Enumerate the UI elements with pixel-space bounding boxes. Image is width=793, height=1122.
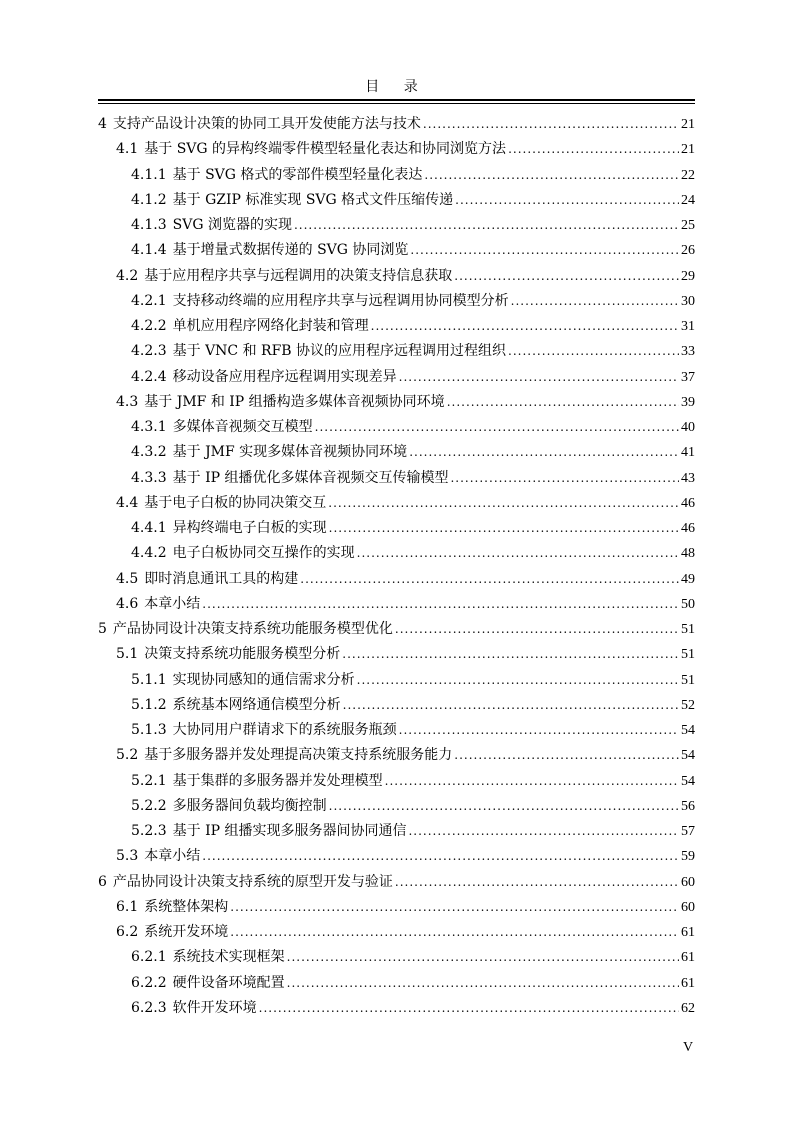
toc-entry-label xyxy=(131,365,397,390)
toc-entry-label xyxy=(131,289,509,314)
toc-entry-label xyxy=(131,718,397,743)
toc-entry-title: 基于集群的多服务器并发处理模型 xyxy=(172,772,383,789)
toc-entry-page: 49 xyxy=(681,571,695,587)
toc-entry-title: 产品协同设计决策支持系统的原型开发与验证 xyxy=(112,873,393,890)
toc-entry-label xyxy=(131,971,285,996)
toc-dot-leader xyxy=(343,693,679,718)
toc-entry[interactable] xyxy=(98,819,695,844)
toc-dot-leader xyxy=(399,365,679,390)
toc-dot-leader xyxy=(230,895,679,920)
toc-dot-leader xyxy=(408,819,679,844)
toc-dot-leader xyxy=(202,592,679,617)
toc-entry-page: 54 xyxy=(681,723,695,738)
toc-entry[interactable] xyxy=(98,516,695,541)
toc-entry-page: 29 xyxy=(681,268,695,284)
toc-entry-number: 4.5 xyxy=(116,570,139,587)
toc-entry-page: 61 xyxy=(681,950,695,966)
toc-entry-title: 本章小结 xyxy=(144,595,201,612)
toc-entry-page: 46 xyxy=(681,521,695,536)
toc-entry-number: 5.1 xyxy=(116,646,139,663)
toc-entry-label xyxy=(116,895,228,920)
toc-dot-leader xyxy=(230,920,679,945)
toc-entry-number: 5.1.2 xyxy=(131,696,167,713)
toc-entry-page: 50 xyxy=(681,596,695,612)
toc-entry-label xyxy=(131,996,257,1021)
toc-entry-page: 59 xyxy=(681,849,695,865)
toc-dot-leader xyxy=(315,415,679,440)
toc-entry[interactable] xyxy=(98,390,695,415)
toc-entry-label xyxy=(116,743,452,768)
toc-dot-leader xyxy=(357,541,679,566)
toc-entry-page: 51 xyxy=(681,672,695,688)
toc-entry-number: 4.1.3 xyxy=(131,217,167,233)
toc-entry-label xyxy=(131,238,408,263)
toc-entry-number: 5.2.1 xyxy=(131,772,167,789)
toc-entry-page: 56 xyxy=(681,798,695,814)
toc-entry-number: 4 xyxy=(98,116,107,132)
toc-entry-number: 5.1.3 xyxy=(131,722,167,738)
toc-entry[interactable] xyxy=(98,264,695,289)
toc-entry-label xyxy=(116,137,506,162)
toc-entry[interactable] xyxy=(98,996,695,1021)
toc-entry[interactable] xyxy=(98,870,695,895)
toc-entry[interactable] xyxy=(98,137,695,162)
toc-entry-number: 6.2 xyxy=(116,924,139,940)
toc-entry-page: 52 xyxy=(681,697,695,713)
toc-entry-page: 30 xyxy=(681,293,695,309)
toc-entry-number: 5.2 xyxy=(116,747,139,764)
toc-entry[interactable] xyxy=(98,895,695,920)
toc-entry-number: 6 xyxy=(98,873,107,890)
toc-entry-title: 支持产品设计决策的协同工具开发使能方法与技术 xyxy=(112,116,421,132)
toc-entry-number: 4.2.2 xyxy=(131,318,167,334)
toc-entry[interactable] xyxy=(98,365,695,390)
toc-entry[interactable] xyxy=(98,592,695,617)
toc-entry-page: 61 xyxy=(681,975,695,991)
toc-entry[interactable] xyxy=(98,163,695,188)
toc-entry-number: 4.4 xyxy=(116,494,139,511)
toc-entry-number: 6.2.3 xyxy=(131,999,167,1016)
header-rule-thin xyxy=(98,103,695,104)
toc-entry[interactable] xyxy=(98,567,695,592)
toc-entry-label xyxy=(131,819,406,844)
toc-entry-label xyxy=(116,264,452,289)
toc-entry[interactable] xyxy=(98,112,695,137)
page-number: V xyxy=(683,1040,694,1055)
toc-entry-label xyxy=(116,844,200,869)
toc-entry-page: 61 xyxy=(681,925,695,940)
toc-entry-title: 基于 JMF 实现多媒体音视频协同环境 xyxy=(172,444,408,461)
toc-entry-title: 异构终端电子白板的实现 xyxy=(172,520,327,536)
toc-entry[interactable] xyxy=(98,440,695,465)
toc-entry-number: 4.3.3 xyxy=(131,469,167,486)
toc-dot-leader xyxy=(511,289,679,314)
toc-dot-leader xyxy=(202,844,679,869)
toc-entry[interactable] xyxy=(98,238,695,263)
toc-entry-title: 系统基本网络通信模型分析 xyxy=(172,696,341,713)
toc-entry-number: 4.2.4 xyxy=(131,368,167,385)
toc-entry-title: 基于 GZIP 标准实现 SVG 格式文件压缩传递 xyxy=(172,191,454,208)
toc-dot-leader xyxy=(385,769,679,794)
toc-dot-leader xyxy=(287,945,679,970)
toc-dot-leader xyxy=(447,390,679,415)
toc-entry-page: 62 xyxy=(681,1000,695,1016)
toc-entry[interactable] xyxy=(98,314,695,339)
toc-entry-label xyxy=(131,163,422,188)
toc-dot-leader xyxy=(395,617,679,642)
toc-entry-page: 51 xyxy=(681,647,695,663)
toc-entry-title: 基于 IP 组播实现多服务器间协同通信 xyxy=(172,823,407,839)
toc-entry[interactable] xyxy=(98,466,695,491)
toc-dot-leader xyxy=(423,112,679,137)
toc-entry-title: 系统技术实现框架 xyxy=(172,949,285,966)
toc-entry-number: 4.2.1 xyxy=(131,292,167,309)
toc-entry-number: 4.6 xyxy=(116,595,139,612)
toc-entry-title: 基于 SVG 格式的零部件模型轻量化表达 xyxy=(172,166,423,183)
toc-entry-title: 基于 IP 组播优化多媒体音视频交互传输模型 xyxy=(172,469,449,486)
toc-entry-label xyxy=(98,112,421,137)
toc-dot-leader xyxy=(399,718,679,743)
toc-entry-title: 即时消息通讯工具的构建 xyxy=(144,570,299,587)
toc-dot-leader xyxy=(424,163,679,188)
toc-dot-leader xyxy=(328,491,679,516)
toc-entry-page: 25 xyxy=(681,218,695,233)
toc-entry-page: 24 xyxy=(681,192,695,208)
toc-entry-label xyxy=(131,314,369,339)
toc-entry-number: 4.1.2 xyxy=(131,191,167,208)
toc-dot-leader xyxy=(409,440,679,465)
toc-entry[interactable] xyxy=(98,642,695,667)
toc-entry[interactable] xyxy=(98,541,695,566)
toc-entry[interactable] xyxy=(98,339,695,364)
toc-entry-title: 基于 JMF 和 IP 组播构造多媒体音视频协同环境 xyxy=(144,393,445,410)
toc-entry[interactable] xyxy=(98,213,695,238)
toc-entry-label xyxy=(131,440,407,465)
toc-entry-page: 22 xyxy=(681,167,695,183)
toc-entry-page: 57 xyxy=(681,824,695,839)
toc-entry-title: 基于电子白板的协同决策交互 xyxy=(144,494,327,511)
toc-entry-number: 4.1 xyxy=(116,141,139,158)
toc-entry-page: 54 xyxy=(681,773,695,789)
toc-entry-page: 41 xyxy=(681,445,695,461)
toc-entry-label xyxy=(131,466,448,491)
toc-dot-leader xyxy=(454,264,679,289)
toc-entry-page: 31 xyxy=(681,319,695,334)
toc-dot-leader xyxy=(450,466,679,491)
toc-dot-leader xyxy=(508,137,679,162)
toc-entry-page: 37 xyxy=(681,369,695,385)
table-of-contents xyxy=(98,112,695,1021)
toc-entry-number: 6.1 xyxy=(116,898,139,915)
toc-dot-leader xyxy=(329,516,679,541)
toc-entry-number: 4.1.4 xyxy=(131,242,167,259)
toc-entry-title: 系统整体架构 xyxy=(144,898,229,915)
toc-entry-label xyxy=(131,516,327,541)
toc-entry-page: 39 xyxy=(681,394,695,410)
toc-entry[interactable] xyxy=(98,289,695,314)
toc-entry-label xyxy=(131,339,506,364)
toc-entry-page: 60 xyxy=(681,899,695,915)
toc-entry-number: 5.2.3 xyxy=(131,823,167,839)
toc-entry-title: 实现协同感知的通信需求分析 xyxy=(172,671,355,688)
toc-entry-label xyxy=(131,769,383,794)
toc-entry-title: 基于 SVG 的异构终端零件模型轻量化表达和协同浏览方法 xyxy=(144,141,507,158)
toc-entry-label xyxy=(116,592,200,617)
toc-entry-label xyxy=(116,491,326,516)
toc-dot-leader xyxy=(294,213,679,238)
toc-entry-number: 4.2.3 xyxy=(131,343,167,360)
toc-dot-leader xyxy=(259,996,679,1021)
toc-entry-title: 支持移动终端的应用程序共享与远程调用协同模型分析 xyxy=(172,292,509,309)
toc-dot-leader xyxy=(329,794,679,819)
toc-entry-title: 系统开发环境 xyxy=(144,924,229,940)
toc-entry-label xyxy=(98,870,393,895)
toc-entry-label xyxy=(131,188,453,213)
toc-entry-number: 4.1.1 xyxy=(131,166,167,183)
toc-dot-leader xyxy=(395,870,679,895)
toc-entry-number: 4.2 xyxy=(116,267,139,284)
toc-entry[interactable] xyxy=(98,188,695,213)
toc-entry-page: 60 xyxy=(681,874,695,890)
toc-entry-number: 6.2.2 xyxy=(131,974,167,991)
toc-entry-number: 4.4.2 xyxy=(131,545,167,562)
toc-entry[interactable] xyxy=(98,769,695,794)
toc-entry-label xyxy=(131,668,355,693)
toc-entry-number: 5.2.2 xyxy=(131,797,167,814)
toc-entry-page: 26 xyxy=(681,243,695,259)
toc-entry-label xyxy=(116,567,298,592)
toc-entry-label xyxy=(131,693,341,718)
toc-entry-title: 本章小结 xyxy=(144,848,201,865)
toc-entry-page: 54 xyxy=(681,748,695,764)
page-header-title: 目 录 xyxy=(365,79,428,95)
toc-dot-leader xyxy=(508,339,679,364)
toc-entry[interactable] xyxy=(98,491,695,516)
toc-entry-page: 51 xyxy=(681,622,695,637)
toc-entry[interactable] xyxy=(98,693,695,718)
header-rule-thick xyxy=(98,99,695,101)
toc-dot-leader xyxy=(371,314,679,339)
toc-entry[interactable] xyxy=(98,844,695,869)
toc-entry-number: 5.1.1 xyxy=(131,671,167,688)
toc-entry[interactable] xyxy=(98,718,695,743)
toc-entry-title: 决策支持系统功能服务模型分析 xyxy=(144,646,341,663)
toc-entry-title: 大协同用户群请求下的系统服务瓶颈 xyxy=(172,722,397,738)
toc-entry-page: 46 xyxy=(681,495,695,511)
toc-entry-title: 产品协同设计决策支持系统功能服务模型优化 xyxy=(112,621,393,637)
toc-entry-title: 移动设备应用程序远程调用实现差异 xyxy=(172,368,397,385)
toc-entry-title: 软件开发环境 xyxy=(172,999,257,1016)
toc-entry-title: 基于应用程序共享与远程调用的决策支持信息获取 xyxy=(144,267,453,284)
toc-entry-number: 4.3 xyxy=(116,393,139,410)
toc-entry-label xyxy=(131,945,285,970)
toc-entry[interactable] xyxy=(98,668,695,693)
toc-entry-page: 48 xyxy=(681,546,695,562)
toc-dot-leader xyxy=(342,642,679,667)
toc-entry-title: 硬件设备环境配置 xyxy=(172,974,285,991)
toc-entry-label xyxy=(131,794,327,819)
toc-entry-number: 6.2.1 xyxy=(131,949,167,966)
toc-entry-label xyxy=(116,642,340,667)
toc-entry[interactable] xyxy=(98,743,695,768)
toc-entry-number: 4.3.1 xyxy=(131,419,167,435)
toc-entry-title: 基于 VNC 和 RFB 协议的应用程序远程调用过程组织 xyxy=(172,343,507,360)
toc-entry[interactable] xyxy=(98,971,695,996)
toc-entry-label xyxy=(131,541,355,566)
toc-entry-number: 5 xyxy=(98,621,107,637)
toc-dot-leader xyxy=(454,743,679,768)
toc-entry[interactable] xyxy=(98,794,695,819)
toc-dot-leader xyxy=(287,971,679,996)
toc-entry-title: 基于增量式数据传递的 SVG 协同浏览 xyxy=(172,242,409,259)
toc-entry[interactable] xyxy=(98,617,695,642)
toc-entry-number: 5.3 xyxy=(116,848,139,865)
toc-entry-title: 单机应用程序网络化封装和管理 xyxy=(172,318,369,334)
toc-entry-title: SVG 浏览器的实现 xyxy=(172,217,292,233)
toc-entry-page: 40 xyxy=(681,420,695,435)
toc-entry[interactable] xyxy=(98,920,695,945)
toc-entry-label xyxy=(98,617,393,642)
toc-entry-number: 4.3.2 xyxy=(131,444,167,461)
toc-entry-number: 4.4.1 xyxy=(131,520,167,536)
toc-dot-leader xyxy=(357,668,679,693)
toc-entry-label xyxy=(116,920,228,945)
toc-entry-title: 多服务器间负载均衡控制 xyxy=(172,797,327,814)
toc-entry[interactable] xyxy=(98,415,695,440)
toc-entry-page: 33 xyxy=(681,344,695,360)
toc-entry-title: 基于多服务器并发处理提高决策支持系统服务能力 xyxy=(144,747,453,764)
toc-entry-label xyxy=(116,390,445,415)
toc-entry-page: 43 xyxy=(681,470,695,486)
toc-entry-label xyxy=(131,213,292,238)
toc-entry[interactable] xyxy=(98,945,695,970)
toc-entry-page: 21 xyxy=(681,142,695,158)
toc-entry-title: 多媒体音视频交互模型 xyxy=(172,419,313,435)
toc-entry-title: 电子白板协同交互操作的实现 xyxy=(172,545,355,562)
toc-dot-leader xyxy=(410,238,679,263)
toc-entry-label xyxy=(131,415,313,440)
toc-dot-leader xyxy=(455,188,679,213)
toc-entry-page: 21 xyxy=(681,117,695,132)
toc-dot-leader xyxy=(300,567,679,592)
